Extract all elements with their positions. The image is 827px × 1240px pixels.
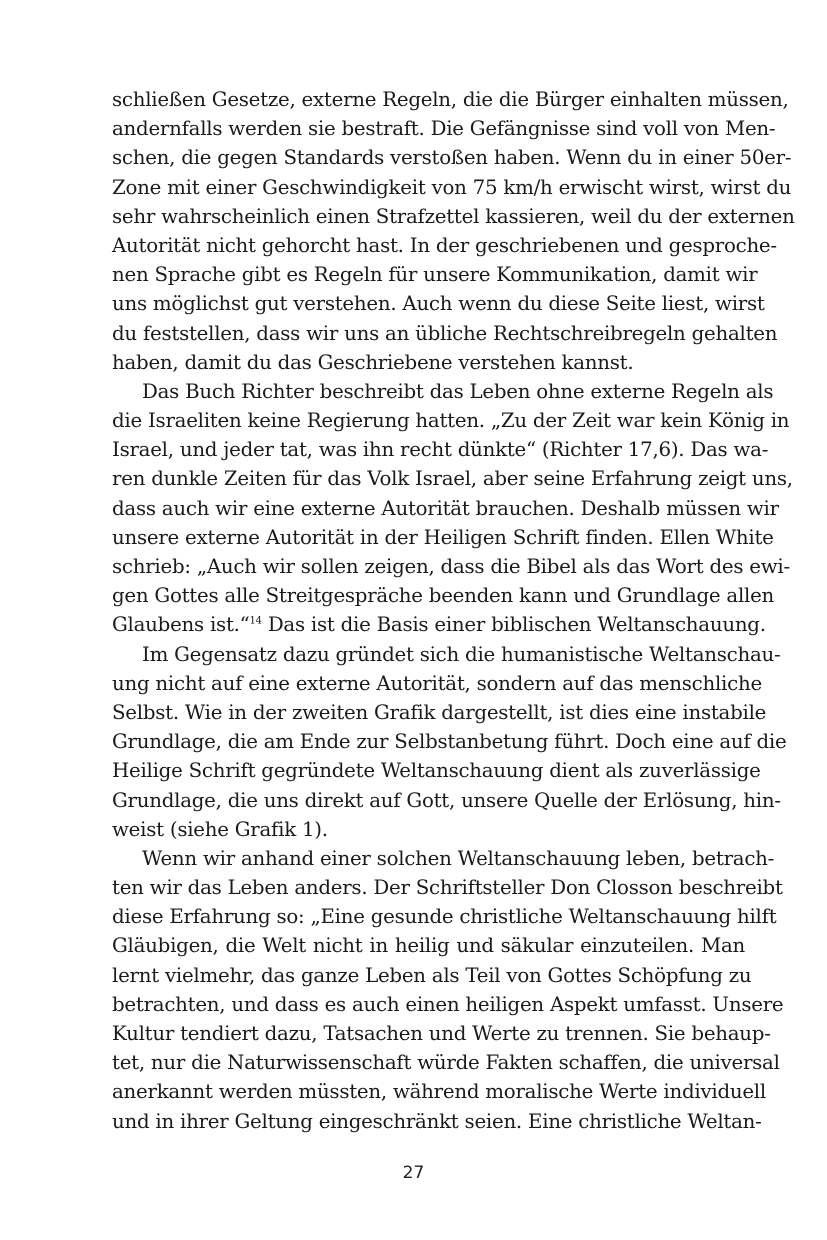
line-text: Gläubigen, die Welt nicht in heilig und säkular einzuteilen. Man bbox=[112, 934, 745, 958]
text-line bbox=[112, 143, 792, 172]
text-line bbox=[112, 815, 745, 844]
body-text bbox=[112, 85, 795, 1136]
line-text: uns möglichst gut verstehen. Auch wenn du diese Seite liest, wirst bbox=[112, 292, 765, 316]
text-line bbox=[112, 698, 767, 727]
paragraph bbox=[112, 844, 784, 1136]
paragraph bbox=[112, 640, 787, 844]
line-text: du feststellen, dass wir uns an übliche Rechtschreibregeln gehalten bbox=[112, 321, 778, 345]
line-text: Zone mit einer Geschwindigkeit von 75 km/h erwischt wirst, wirst du bbox=[112, 175, 792, 199]
line-text: Heilige Schrift gegründete Weltanschauung dient als zuverlässige bbox=[112, 759, 761, 783]
text-line bbox=[112, 931, 745, 960]
page-number: 27 bbox=[402, 1163, 425, 1183]
line-text: Kultur tendiert dazu, Tatsachen und Werte zu trennen. Sie behaup- bbox=[112, 1022, 771, 1045]
text-line bbox=[112, 464, 793, 493]
text-line bbox=[112, 756, 761, 785]
line-text: ren dunkle Zeiten für das Volk Israel, aber seine Erfahrung zeigt uns, bbox=[112, 467, 793, 491]
line-text: und in ihrer Geltung eingeschränkt seien. Eine christliche Weltan- bbox=[112, 1109, 762, 1133]
text-line bbox=[112, 85, 789, 114]
line-text: schen, die gegen Standards verstoßen haben. Wenn du in einer 50er- bbox=[112, 146, 792, 170]
line-text: betrachten, und dass es auch einen heiligen Aspekt umfasst. Unsere bbox=[112, 992, 784, 1016]
line-text: diese Erfahrung so: „Eine gesunde christliche Weltanschauung hilft bbox=[112, 905, 777, 929]
line-text: Im Gegensatz dazu gründet sich die humanistische Weltanschau- bbox=[142, 642, 781, 666]
text-line bbox=[112, 260, 758, 289]
text-line bbox=[112, 377, 774, 406]
line-text: sehr wahrscheinlich einen Strafzettel kassieren, weil du der externen bbox=[112, 204, 795, 228]
line-text: Selbst. Wie in der zweiten Grafik dargestellt, ist dies eine instabile bbox=[112, 700, 767, 724]
text-line bbox=[112, 202, 795, 231]
text-line bbox=[112, 873, 783, 902]
text-line bbox=[112, 727, 787, 756]
line-text: andernfalls werden sie bestraft. Die Gefängnisse sind voll von Men- bbox=[112, 117, 776, 141]
text-line bbox=[112, 289, 765, 318]
text-line bbox=[112, 1048, 780, 1077]
text-line bbox=[112, 669, 762, 698]
line-text: Wenn wir anhand einer solchen Weltanschauung leben, betrach- bbox=[142, 846, 775, 870]
text-line bbox=[112, 844, 775, 873]
text-line bbox=[112, 348, 745, 377]
footnote-reference: 14 bbox=[249, 615, 262, 627]
text-line bbox=[112, 1077, 766, 1106]
line-text: tet, nur die Naturwissenschaft würde Fakten schaffen, die universal bbox=[112, 1051, 780, 1075]
line-text: ung nicht auf eine externe Autorität, sondern auf das menschliche bbox=[112, 671, 762, 695]
text-line bbox=[112, 581, 775, 610]
text-line bbox=[112, 114, 776, 143]
line-text-tail: Das ist die Basis einer biblischen Weltanschauung. bbox=[261, 613, 766, 637]
text-line bbox=[112, 523, 774, 552]
line-text: Israel, und jeder tat, was ihn recht dünkte“ (Richter 17,6). Das wa- bbox=[112, 438, 769, 462]
text-line bbox=[112, 1107, 762, 1136]
line-text: gen Gottes alle Streitgespräche beenden kann und Grundlage allen bbox=[112, 584, 775, 608]
line-text: Das Buch Richter beschreibt das Leben ohne externe Regeln als bbox=[142, 379, 774, 403]
paragraph bbox=[112, 377, 793, 640]
line-text: Grundlage, die am Ende zur Selbstanbetung führt. Doch eine auf die bbox=[112, 730, 787, 754]
line-text: unsere externe Autorität in der Heiligen Schrift finden. Ellen White bbox=[112, 525, 774, 549]
line-text: Glaubens ist.“ bbox=[112, 613, 250, 637]
line-text: nen Sprache gibt es Regeln für unsere Kommunikation, damit wir bbox=[112, 263, 758, 287]
text-line bbox=[112, 319, 778, 348]
text-line bbox=[112, 435, 769, 464]
line-text: weist (siehe Grafik 1). bbox=[112, 817, 328, 841]
text-line bbox=[112, 552, 790, 581]
text-line bbox=[112, 610, 766, 639]
line-text: dass auch wir eine externe Autorität brauchen. Deshalb müssen wir bbox=[112, 496, 779, 520]
line-text: die Israeliten keine Regierung hatten. „Zu der Zeit war kein König in bbox=[112, 409, 790, 433]
line-text: schrieb: „Auch wir sollen zeigen, dass die Bibel als das Wort des ewi- bbox=[112, 555, 790, 578]
text-line bbox=[112, 786, 781, 815]
line-text: lernt vielmehr, das ganze Leben als Teil von Gottes Schöpfung zu bbox=[112, 963, 752, 987]
text-line bbox=[112, 640, 781, 669]
text-line bbox=[112, 406, 790, 435]
line-text: Grundlage, die uns direkt auf Gott, unsere Quelle der Erlösung, hin- bbox=[112, 788, 781, 812]
text-line bbox=[112, 990, 784, 1019]
paragraph bbox=[112, 85, 795, 377]
text-line bbox=[112, 961, 752, 990]
text-line bbox=[112, 173, 792, 202]
text-line bbox=[112, 494, 779, 523]
line-text: Autorität nicht gehorcht hast. In der geschriebenen und gesproche- bbox=[112, 233, 777, 257]
text-line bbox=[112, 902, 777, 931]
text-line bbox=[112, 1019, 771, 1048]
line-text: anerkannt werden müssten, während moralische Werte individuell bbox=[112, 1080, 766, 1104]
text-line bbox=[112, 231, 777, 260]
line-text: haben, damit du das Geschriebene verstehen kannst. bbox=[112, 350, 634, 374]
line-text: ten wir das Leben anders. Der Schriftsteller Don Closson beschreibt bbox=[112, 876, 783, 900]
line-text: schließen Gesetze, externe Regeln, die die Bürger einhalten müssen, bbox=[112, 88, 789, 111]
